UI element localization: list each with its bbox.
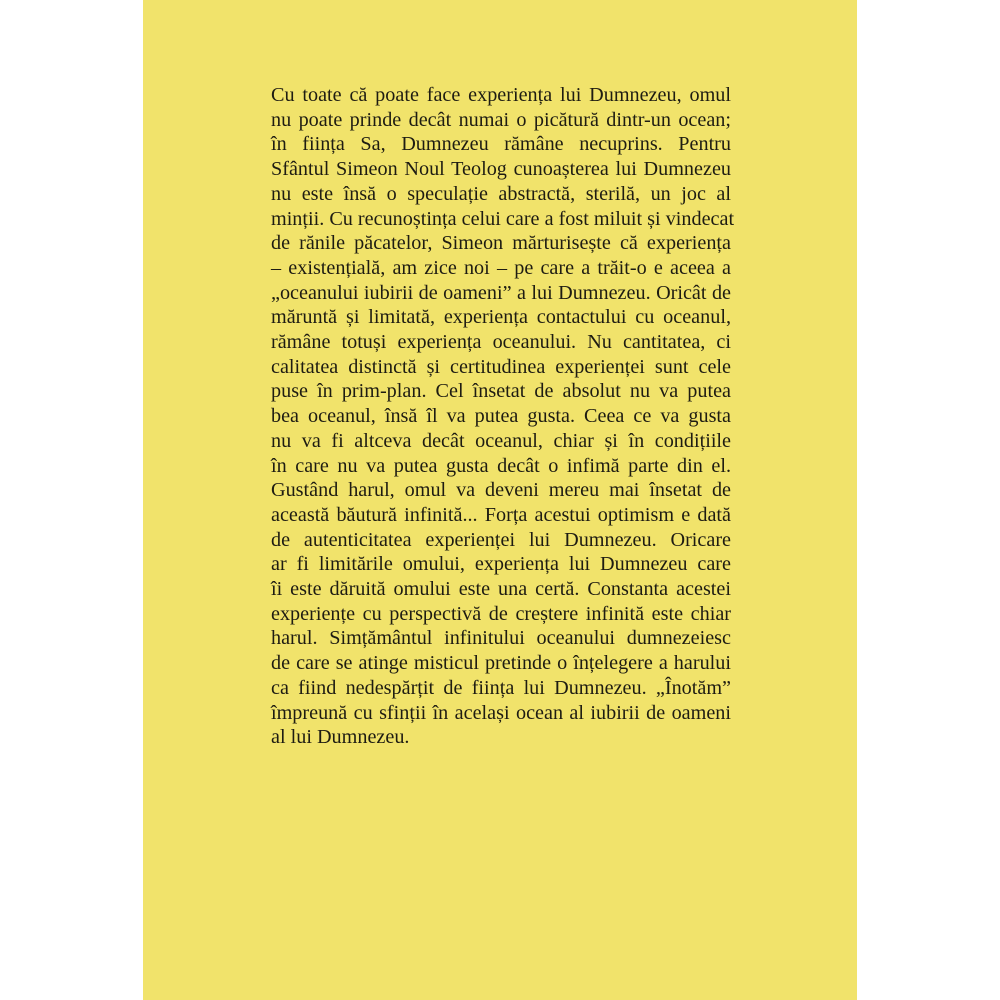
text-line-15: nu va fi altceva decât oceanul, chiar și în condițiile [271,429,731,452]
text-line-9: „oceanului iubirii de oameni” a lui Dumnezeu. Oricât de [271,281,731,304]
text-line-1: Cu toate că poate face experiența lui Dumnezeu, omul [271,84,731,106]
book-back-cover [143,0,857,1000]
text-line-24: de care se atinge misticul pretinde o înțelegere a harului [271,652,731,675]
text-line-3: în ființa Sa, Dumnezeu rămâne necuprins. Pentru [271,133,731,156]
text-line-4: Sfântul Simeon Noul Teolog cunoașterea lui Dumnezeu [271,158,731,181]
text-line-5: nu este însă o speculație abstractă, sterilă, un joc al [271,182,731,205]
text-line-14: bea oceanul, însă îl va putea gusta. Ceea ce va gusta [271,405,731,428]
text-line-7: de rănile păcatelor, Simeon mărturisește că experiența [271,232,731,255]
text-line-21: îi este dăruită omului este una certă. Constanta acestei [271,578,731,601]
text-line-12: calitatea distinctă și certitudinea experienței sunt cele [271,355,731,378]
text-line-11: rămâne totuși experiența oceanului. Nu cantitatea, ci [271,331,731,354]
cover-text-block [271,83,735,750]
text-line-25: ca fiind nedespărțit de ființa lui Dumnezeu. „Înotăm” [271,676,731,699]
text-line-18: această băutură infinită... Forța acestui optimism e dată [271,503,731,526]
text-line-17: Gustând harul, omul va deveni mereu mai însetat de [271,479,731,502]
text-line-2: nu poate prinde decât numai o picătură dintr-un ocean; [271,108,731,131]
text-line-22: experiențe cu perspectivă de creștere infinită este chiar [271,602,731,625]
text-line-13: puse în prim-plan. Cel însetat de absolut nu va putea [271,380,731,403]
text-line-27: al lui Dumnezeu. [271,726,410,749]
text-line-23: harul. Simțământul infinitului oceanului dumnezeiesc [271,627,731,650]
text-line-26: împreună cu sfinții în același ocean al iubirii de oameni [271,701,731,724]
text-line-19: de autenticitatea experienței lui Dumnezeu. Oricare [271,528,731,551]
text-line-8: – existențială, am zice noi – pe care a trăit-o e aceea a [271,256,731,279]
text-line-16: în care nu va putea gusta decât o infimă parte din el. [271,454,731,477]
text-line-6: minții. Cu recunoștința celui care a fost miluit și vindecat [271,207,735,230]
text-line-10: măruntă și limitată, experiența contactului cu oceanul, [271,306,731,329]
text-line-20: ar fi limitările omului, experiența lui Dumnezeu care [271,553,731,576]
